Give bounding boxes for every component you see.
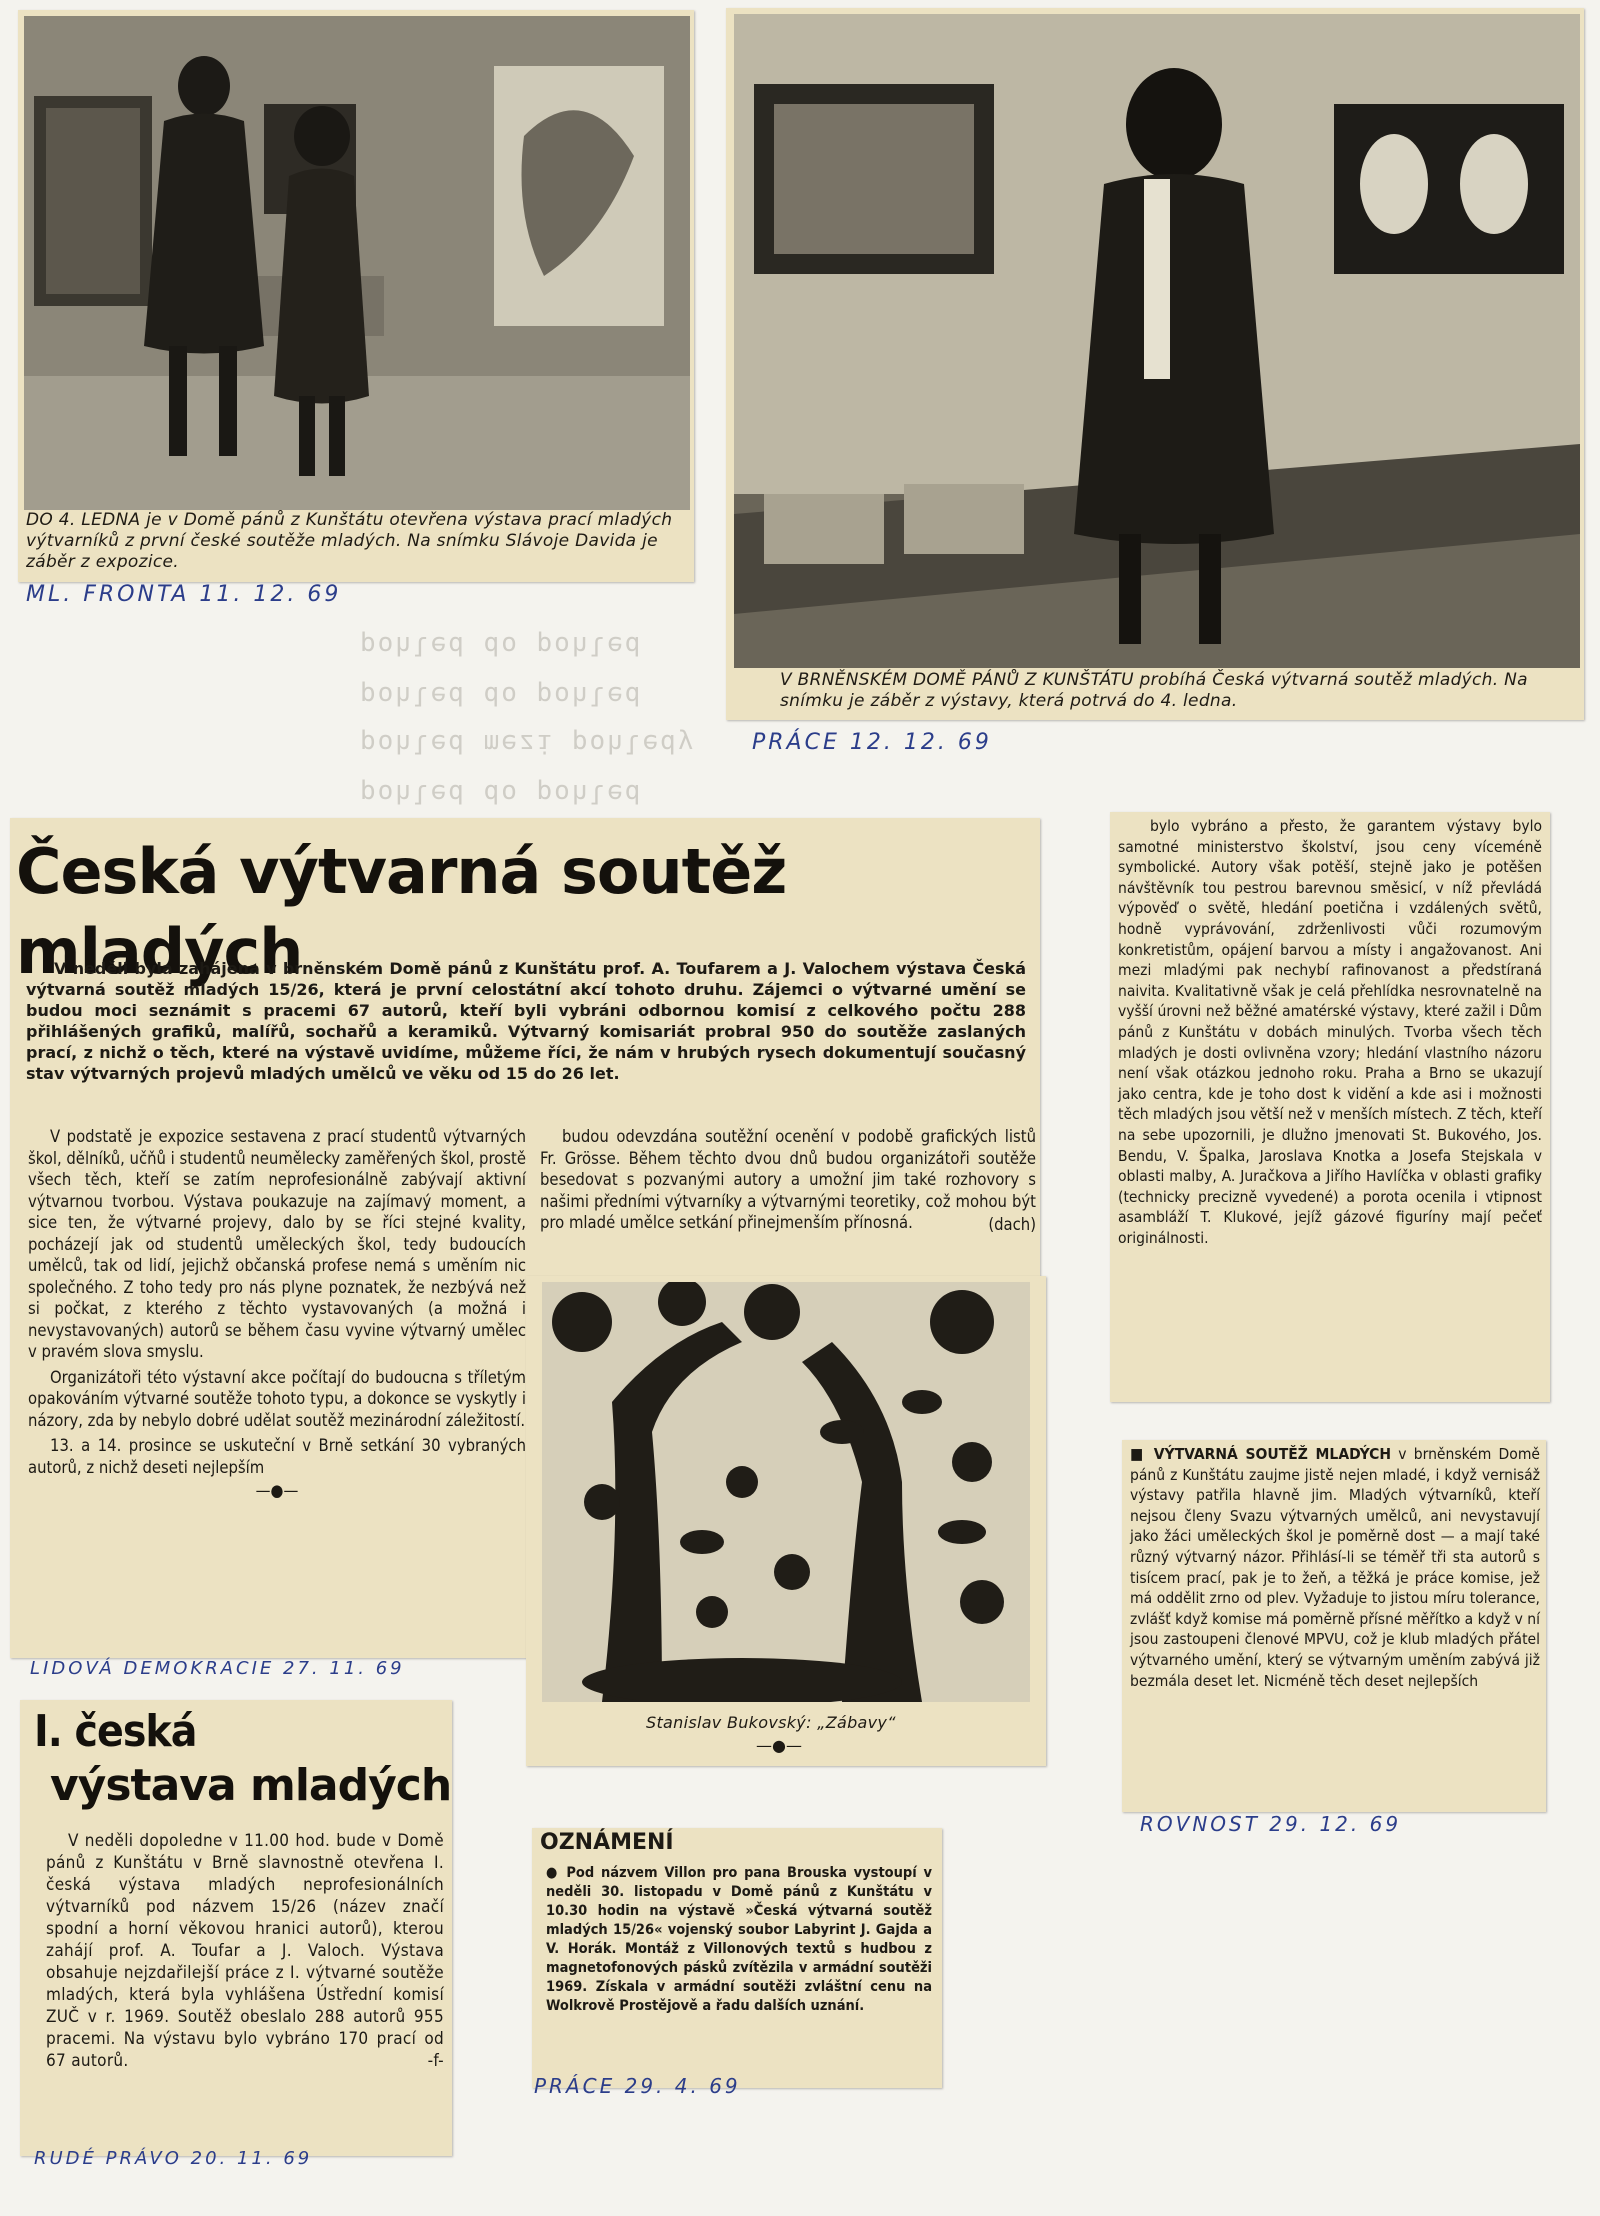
ghost-text-1: pohled do pohled <box>360 630 643 660</box>
main-col1-p3: 13. a 14. prosince se uskuteční v Brně setkání 30 vybraných autorů, z nichž deseti nejlepším <box>28 1436 526 1477</box>
rovnost-article-title: VÝTVARNÁ SOUTĚŽ MLADÝCH <box>1153 1445 1392 1463</box>
main-col1-p2: Organizátoři této výstavní akce počítají do budoucna s tříletým opakováním výtvarné soutěže tohoto typu, a dokonce se vyskytly i názory, zda by nebylo dobré udělat soutěž mezinárodní záležitostí. <box>28 1367 526 1430</box>
rovnost-article-body <box>1130 1444 1540 1691</box>
source-note-rovnost: ROVNOST 29. 12. 69 <box>1140 1812 1402 1836</box>
ghost-text-4: pohled do pohled <box>360 778 643 808</box>
ghost-text-3: pohled mezi pohledy <box>360 728 696 758</box>
clip-oznameni <box>532 1828 942 2088</box>
clip-prace-photo <box>726 8 1584 720</box>
rude-pravo-signature: -f- <box>427 2051 444 2071</box>
main-headline: Česká výtvarná soutěž mladých <box>16 835 787 988</box>
photo-caption-2: V BRNĚNSKÉM DOMĚ PÁNŮ Z KUNŠTÁTU probíhá Česká výtvarná soutěž mladých. Na snímku je záběr z výstavy, která potrvá do 4. ledna. <box>780 670 1528 711</box>
main-column-1 <box>28 1126 526 1502</box>
source-note-lidova-demokracie: LIDOVÁ DEMOKRACIE 27. 11. 69 <box>30 1658 405 1679</box>
rovnost-bullet-square: ■ <box>1130 1445 1154 1463</box>
clip-rovnost-column <box>1110 812 1550 1402</box>
rude-pravo-body: V neděli dopoledne v 11.00 hod. bude v Domě pánů z Kunštátu v Brně slavnostně otevřena I. česká výstava mladých neprofesionálních výtvarníků pod názvem 15/26 (název značí spodní a horní věkovou hranici autorů), kterou zahájí prof. A. Toufar a J. Valoch. Výstava obsahuje nejzdařilejší práce z I. výtvarné soutěže mladých, která byla vyhlášena Ústřední komisí ZUČ v r. 1969. Soutěž obeslalo 288 autorů 955 pracemi. Na výstavu bylo vybráno 170 prací od 67 autorů. <box>46 1831 444 2071</box>
rude-pravo-text <box>46 1830 444 2072</box>
exhibition-photo-1 <box>24 16 690 510</box>
ghost-text-2: pohled do pohled <box>360 680 643 710</box>
exhibition-photo-2 <box>734 14 1580 668</box>
main-signature: (dach) <box>988 1214 1036 1234</box>
photo-caption-1: DO 4. LEDNA je v Domě pánů z Kunštátu otevřena výstava prací mladých výtvarníků z první české soutěže mladých. Na snímku Slávoje Davida je záběr z expozice. <box>26 510 673 572</box>
rude-pravo-headline-1: I. česká <box>34 1706 197 1757</box>
source-note-prace-2: PRÁCE 29. 4. 69 <box>534 2074 741 2098</box>
rude-pravo-headline-2: výstava mladých <box>50 1760 452 1811</box>
main-lead <box>26 958 1026 1084</box>
main-col1-p1: V podstatě je expozice sestavena z prací studentů výtvarných škol, dělníků, učňů i studentů neumělecky zaměřených škol, prostě všech těch, kteří se zatím neprofesionálně zabývají aktivní výtvarnou tvorbou. Výstava poukazuje na zajímavý moment, a sice ten, že výtvarné projevy, dalo by se říci stejné kvality, pocházejí jak od studentů uměleckých škol, tedy budoucích umělců, tak od lidí, jejichž občanská profese nemá s uměním nic společného. Z toho tedy pro nás plyne poznatek, že nezbývá než si počkat, z kterého z těchto vystavovaných (a možná i nevystavovaných) autorů se během času vyvine výtvarný umělec v pravém slova smyslu. <box>28 1127 526 1361</box>
artwork-caption: Stanislav Bukovský: „Zábavy“ <box>646 1713 896 1732</box>
rovnost-article-text: v brněnském Domě pánů z Kunštátu zaujme jistě nejen mladé, i když vernisáž výstavy patřila hlavně jim. Mladých výtvarníků, kteří nejsou členy Svazu výtvarných umělců, ani nevystavují jako žáci uměleckých škol je poměrně dost — a mají také různý výtvarný názor. Přihlásí-li se téměř tři sta autorů s tisícem prací, pak je to žeň, a těžká je práce komise, jež má oddělit zrno od plev. Vyžaduje to jistou míru tolerance, zvlášť když komise má poměrně přísné měřítko a když v ní jsou zastoupeni členové MPVU, což je klub mladých přátel výtvarného umění, který se výtvarným uměním zabývá již bezmála deset let. Nicméně těch deset nejlepších <box>1130 1445 1540 1690</box>
clip-rude-pravo <box>20 1700 452 2156</box>
main-column-2 <box>540 1126 1036 1235</box>
clip-rovnost-article <box>1122 1440 1546 1812</box>
main-separator: —●— <box>255 1481 299 1500</box>
main-col2-p1: budou odevzdána soutěžní ocenění v podobě grafických listů Fr. Grösse. Během těchto dvou dnů budou organizátoři soutěže besedovat s pozvanými autory a umožní jim také rozhovory s našimi předními výtvarníky a výtvarnými teoretiky, což mohou být pro mladé umělce setkání přinejmenším přínosná. <box>540 1127 1036 1232</box>
clip-ml-fronta <box>18 10 694 582</box>
main-lead-text: V neděli byla zahájena v brněnském Domě pánů z Kunštátu prof. A. Toufarem a J. Valochem výstava Česká výtvarná soutěž mladých 15/26, která je první celostátní akcí tohoto druhu. Zájemci o výtvarné umění se budou moci seznámit s pracemi 67 autorů, kteří byli vybráni odbornou komisí z celkového počtu 288 přihlášených grafiků, malířů, sochařů a keramiků. Výtvarný komisariát probral 950 do soutěže zaslaných prací, z nichž o těch, které na výstavě uvidíme, můžeme říci, že nám v hrubých rysech dokumentují současný stav výtvarných projevů mladých umělců ve věku od 15 do 26 let. <box>26 959 1026 1083</box>
artwork-zabavy <box>542 1282 1030 1702</box>
artwork-separator: —●— <box>756 1736 802 1755</box>
oznameni-text: ● Pod názvem Villon pro pana Brouska vystoupí v neděli 30. listopadu v Domě pánů z Kunštátu v 10.30 hodin na výstavě »Česká výtvarná soutěž mladých 15/26« vojenský soubor Labyrint J. Gajda a V. Horák. Montáž z Villonových textů s hudbou z magnetofonových pásků zvítězila v armádní soutěži 1969. Získala v armádní soutěži zvláštní cenu na Wolkrově Prostějově a řadu dalších uznání. <box>546 1865 932 2014</box>
rovnost-column-text: bylo vybráno a přesto, že garantem výstavy bylo samotné ministerstvo školství, jsou ceny víceméně symbolické. Autory však potěší, stejně jako je potěšen návštěvník tou pestrou barevnou směsicí, v níž převládá výpověď o světě, hledání poetična i vzdálených světů, hodně vyprávování, zdrženlivosti vůči rozumovým konkretistům, opájení barvou a místy i angažovanost. Ani mezi mladými pak nechybí rafinovanost a předstíraná naivita. Kvalitativně však je celá přehlídka nesrovnatelně na vyšší úrovni než běžné amatérské výstavy, které zažil i Dům pánů z Kunštátu v dobách minulých. Tvorba všech těch mladých je dosti ovlivněna vzory; hledání vlastního názoru není však otázkou jednoho roku. Praha a Brno se ukazují jako centra, kde je toho dost k vidění a kde asi i možnosti těch mladých jsou větší než v menších místech. Z těch, kteří na sebe upozornili, je dlužno jmenovati St. Bukového, Jos. Bendu, V. Špalka, Jaroslava Knotka a Josefa Stejskala v oblasti malby, A. Juračkova a Jiřího Havlíčka v oblasti grafiky (technicky precizně vyvedené) a porota ocenila i vtipnost asambláží T. Klukové, jejíž gázové figuríny mají pečeť originálnosti. <box>1118 817 1543 1247</box>
source-note-ml-fronta: ML. FRONTA 11. 12. 69 <box>26 582 342 607</box>
clip-artwork <box>526 1276 1046 1766</box>
source-note-rude-pravo: RUDÉ PRÁVO 20. 11. 69 <box>34 2148 313 2169</box>
source-note-prace-1: PRÁCE 12. 12. 69 <box>752 730 992 755</box>
oznameni-title: OZNÁMENÍ <box>540 1830 674 1855</box>
